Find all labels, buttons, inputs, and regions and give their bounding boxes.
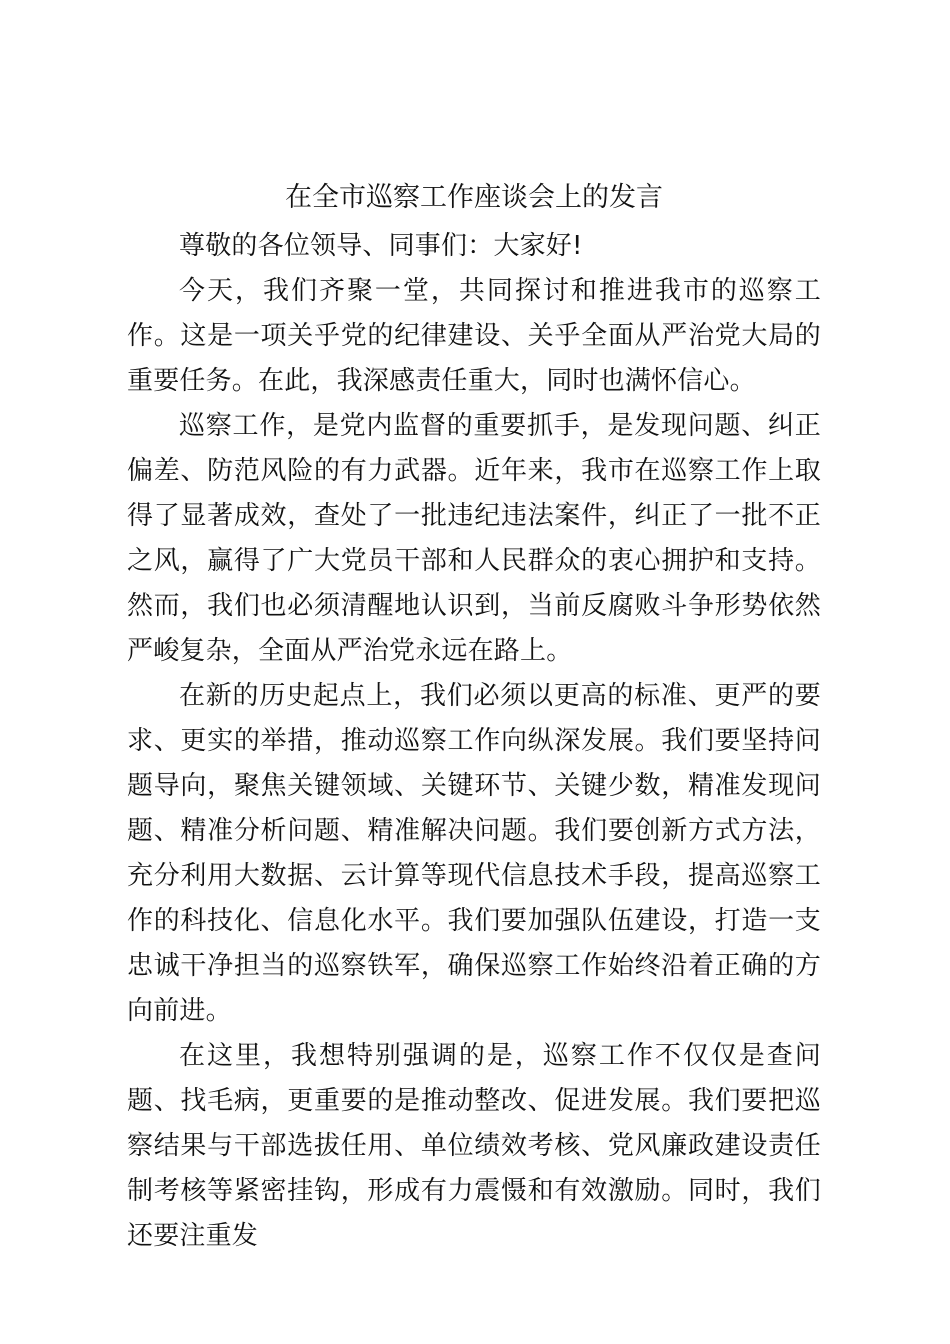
- paragraph-intro: 今天，我们齐聚一堂，共同探讨和推进我市的巡察工作。这是一项关乎党的纪律建设、关乎全面从严治党大局的重要任务。在此，我深感责任重大，同时也满怀信心。: [127, 276, 821, 396]
- paragraph-requirements: 在新的历史起点上，我们必须以更高的标准、更严的要求、更实的举措，推动巡察工作向纵深发展。我们要坚持问题导向，聚焦关键领域、关键环节、关键少数，精准发现问题、精准分析问题、精准解决问题。我们要创新方式方法，充分利用大数据、云计算等现代信息技术手段，提高巡察工作的科技化、信息化水平。我们要加强队伍建设，打造一支忠诚干净担当的巡察铁军，确保巡察工作始终沿着正确的方向前进。: [127, 681, 821, 1026]
- paragraph-greeting: 尊敬的各位领导、同事们：大家好!: [179, 231, 583, 261]
- paragraph-achievements: 巡察工作，是党内监督的重要抓手，是发现问题、纠正偏差、防范风险的有力武器。近年来，我市在巡察工作上取得了显著成效，查处了一批违纪违法案件，纠正了一批不正之风，赢得了广大党员干部和人民群众的衷心拥护和支持。然而，我们也必须清醒地认识到，当前反腐败斗争形势依然严峻复杂，全面从严治党永远在路上。: [127, 411, 821, 666]
- paragraph-emphasis: 在这里，我想特别强调的是，巡察工作不仅仅是查问题、找毛病，更重要的是推动整改、促进发展。我们要把巡察结果与干部选拔任用、单位绩效考核、党风廉政建设责任制考核等紧密挂钩，形成有力震慑和有效激励。同时，我们还要注重发: [127, 1041, 821, 1251]
- document-title: 在全市巡察工作座谈会上的发言: [285, 182, 663, 213]
- document-page: [127, 178, 821, 1259]
